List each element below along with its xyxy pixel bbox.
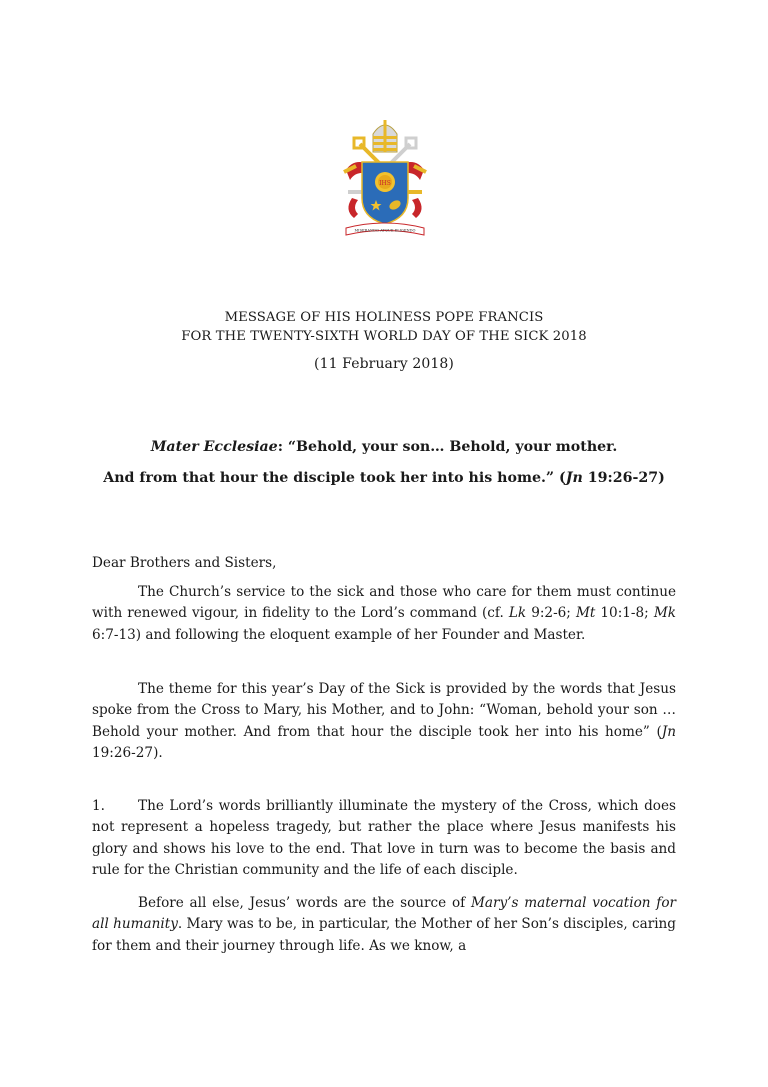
- theme-ref-book: Jn: [565, 470, 583, 486]
- p1-text-d: 6:7-13) and following the eloquent example of her Founder and Master.: [92, 626, 586, 643]
- section-number: 1.: [92, 798, 105, 814]
- p2-text-a: The theme for this year’s Day of the Sick is provided by the words that Jesus spoke from the Cross to Mary, his Mother, and to John: “Woman, behold your son … Behold your mother. And from that hour the disciple took her into his home” (: [92, 681, 676, 740]
- p1-text-c: 10:1-8;: [595, 605, 654, 622]
- mitre-icon: [373, 120, 397, 152]
- p2-text-b: 19:26-27).: [92, 744, 163, 761]
- p3-text: The Lord’s words brilliantly illuminate the mystery of the Cross, which does not represent a hopeless tragedy, but rather the place where Jesus manifests his glory and shows his love to the end. That love in turn was to become the basis and rule for the Christian community and the life of each disciple.: [92, 798, 676, 878]
- paragraph-intro: [92, 582, 676, 646]
- p1-text-a: The Church’s service to the sick and those who care for them must continue with renewed vigour, in fidelity to the Lord’s command (cf.: [92, 584, 676, 622]
- p1-text-b: 9:2-6;: [526, 605, 576, 622]
- message-title-line1: MESSAGE OF HIS HOLINESS POPE FRANCIS: [224, 310, 544, 325]
- p1-ref-lk: Lk: [508, 605, 527, 622]
- p1-ref-mt: Mt: [575, 605, 596, 622]
- theme-line1-text: : “Behold, your son… Behold, your mother.: [277, 439, 618, 455]
- theme-ref-verse: 19:26-27): [582, 470, 665, 486]
- theme-line1: [0, 439, 768, 455]
- p4-italic: Mary’s maternal vocation for all humanity: [92, 895, 677, 933]
- papal-coat-of-arms: [340, 118, 430, 240]
- p4-text-a: Before all else, Jesus’ words are the source of: [138, 895, 471, 911]
- shield-icon: [362, 162, 408, 224]
- svg-text:MISERANDO ATQUE ELIGENDO: MISERANDO ATQUE ELIGENDO: [354, 228, 416, 233]
- paragraph-section-1: [92, 796, 676, 881]
- paragraph-maternal-vocation: [92, 893, 676, 957]
- sun-ihs-icon: [375, 172, 395, 192]
- svg-text:IHS: IHS: [379, 180, 391, 187]
- theme-line2-text: And from that hour the disciple took her into his home.” (: [103, 470, 566, 486]
- message-title-line2: FOR THE TWENTY-SIXTH WORLD DAY OF THE SICK 2018: [181, 329, 587, 344]
- p4-text-b: . Mary was to be, in particular, the Mother of her Son’s disciples, caring for them and their journey through life. As we know, a: [92, 916, 676, 954]
- p2-ref-jn: Jn: [661, 723, 676, 740]
- theme-italic-title: Mater Ecclesiae: [150, 439, 278, 455]
- p1-ref-mk: Mk: [653, 605, 676, 622]
- greeting: Dear Brothers and Sisters,: [92, 555, 277, 571]
- theme-line2: [0, 470, 768, 486]
- paragraph-theme: [92, 679, 676, 764]
- message-date: (11 February 2018): [314, 356, 454, 372]
